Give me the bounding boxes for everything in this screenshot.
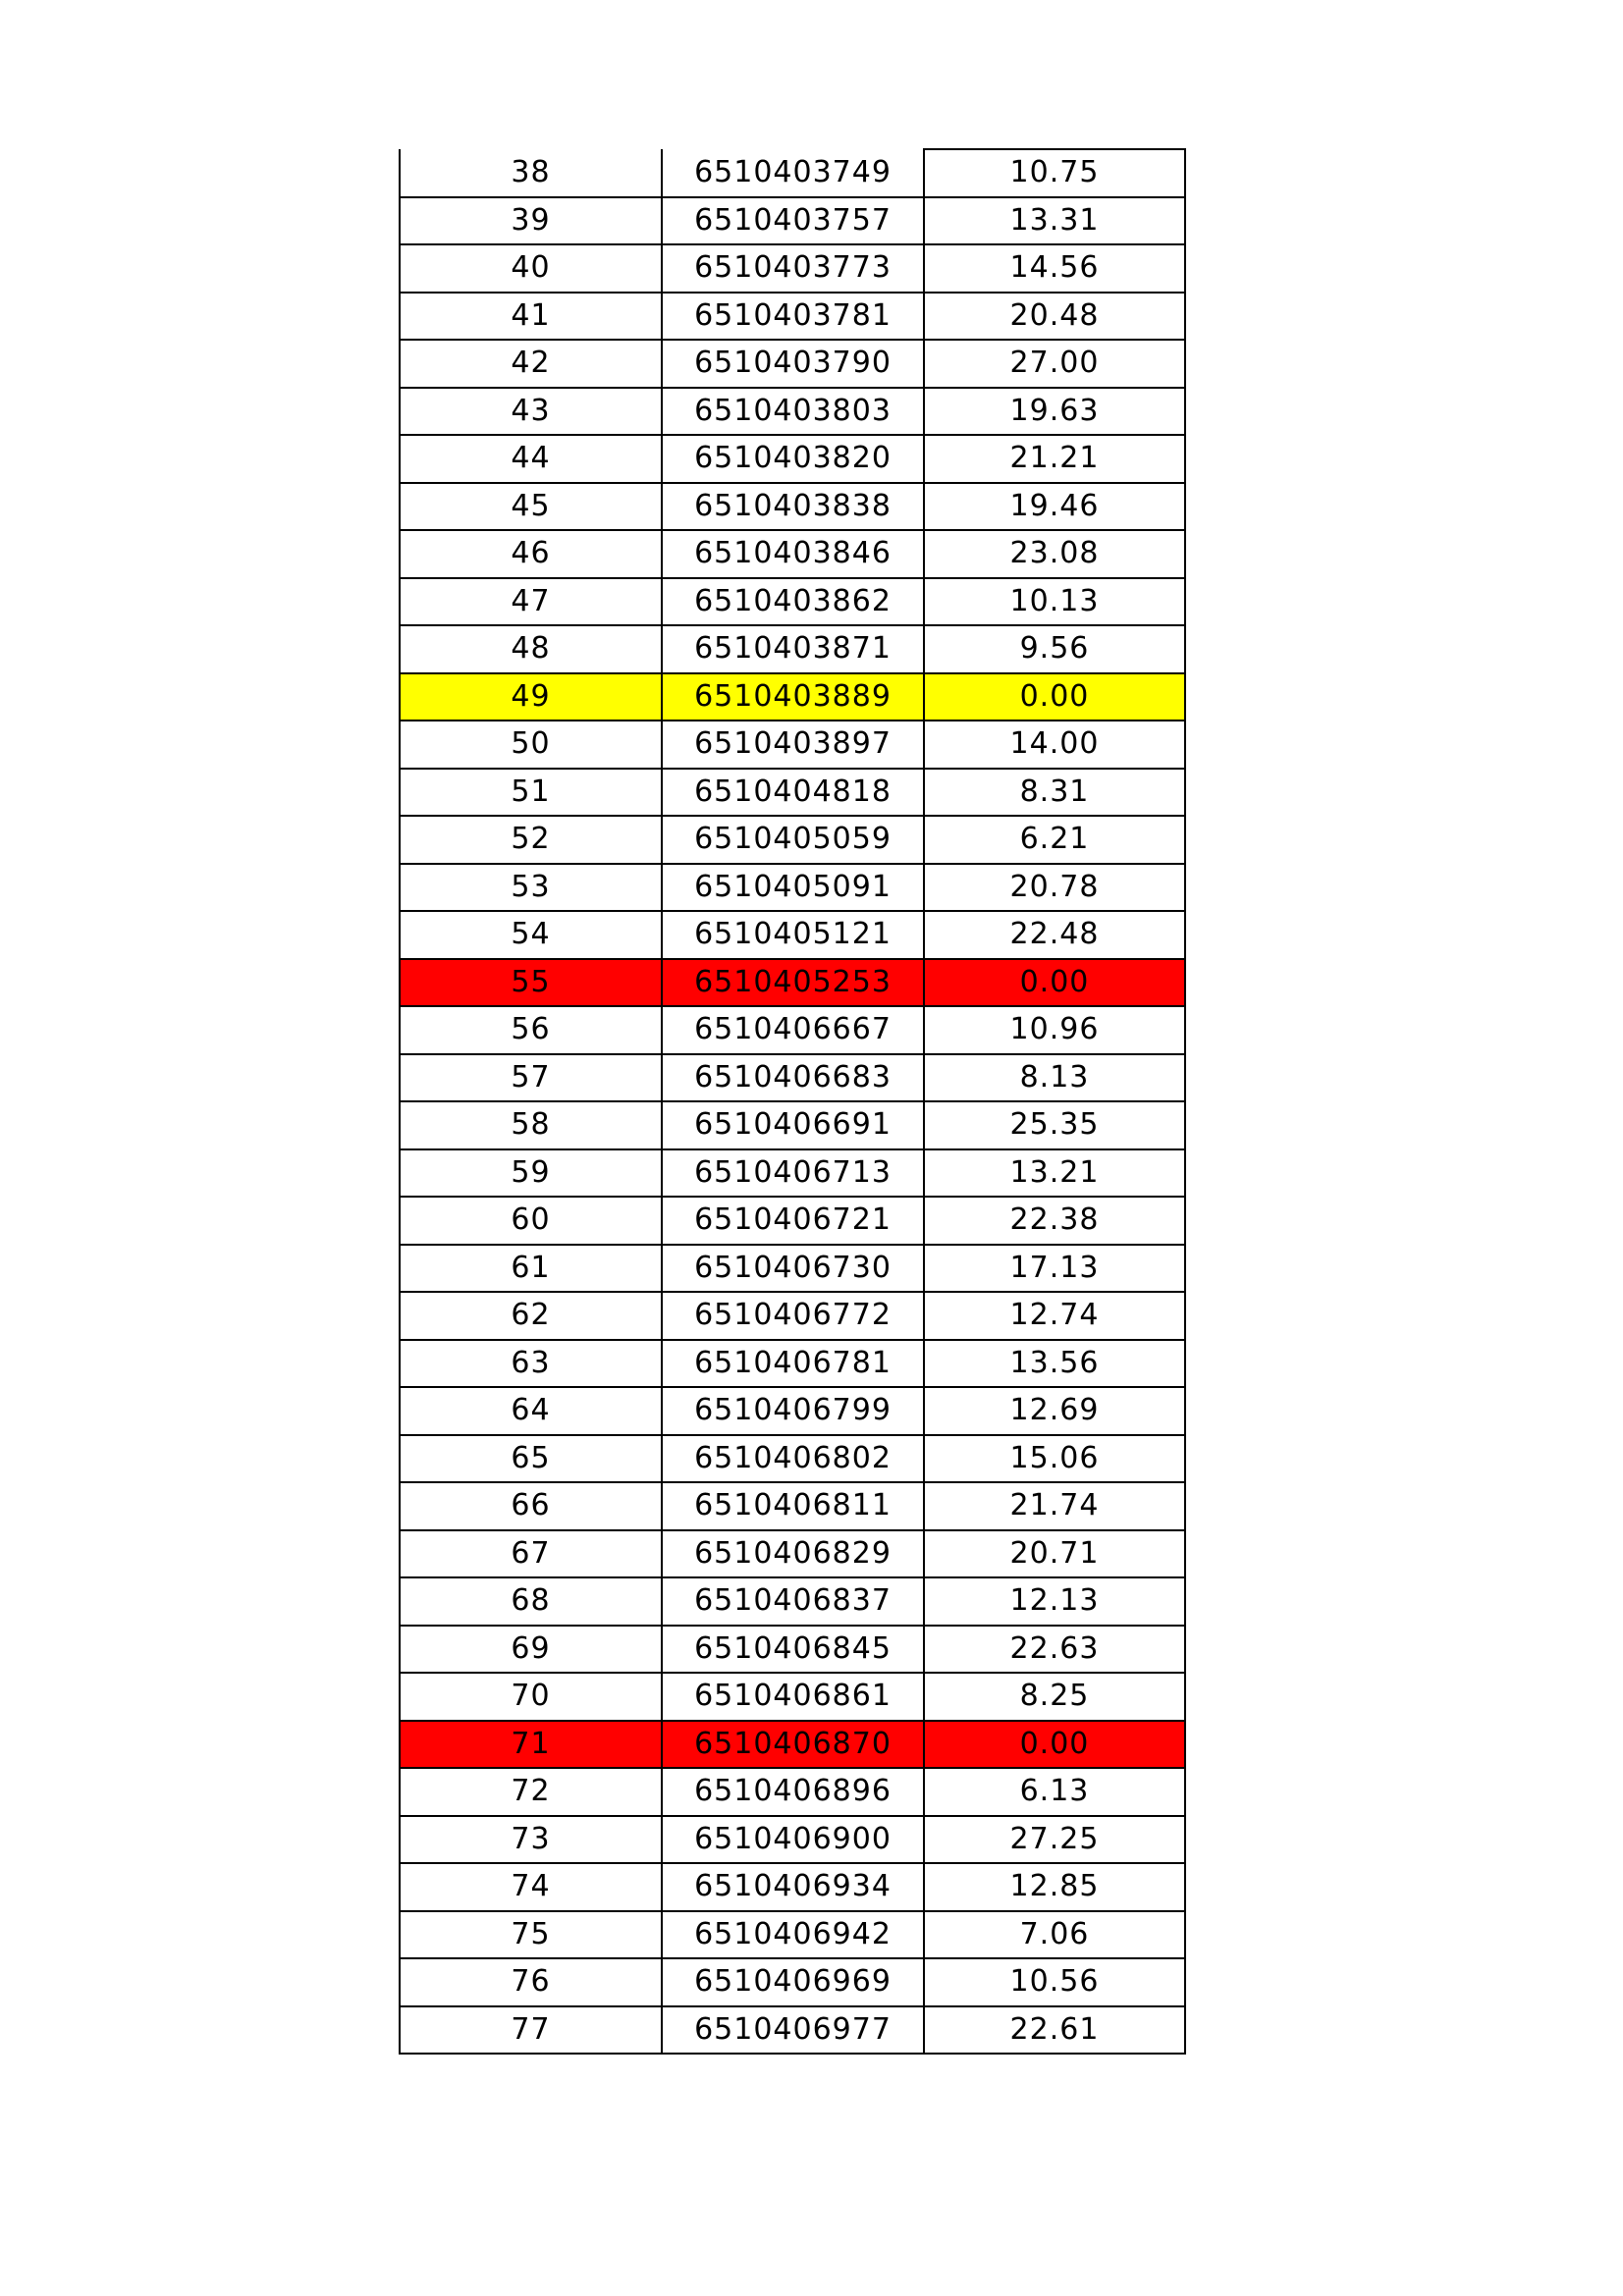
account-id-cell: 6510406713 <box>662 1149 924 1198</box>
row-number-cell: 38 <box>400 149 662 197</box>
value-cell: 0.00 <box>924 673 1185 721</box>
value-cell: 7.06 <box>924 1911 1185 1959</box>
row-number-cell: 46 <box>400 530 662 578</box>
account-id-cell: 6510405121 <box>662 911 924 959</box>
table-row <box>400 816 1185 864</box>
row-number-cell: 68 <box>400 1577 662 1626</box>
value-cell: 13.21 <box>924 1149 1185 1198</box>
value-cell: 19.46 <box>924 483 1185 531</box>
row-number-cell: 42 <box>400 340 662 388</box>
table-row <box>400 149 1185 197</box>
row-number-cell: 55 <box>400 959 662 1007</box>
row-number-cell: 50 <box>400 721 662 769</box>
row-number-cell: 52 <box>400 816 662 864</box>
value-cell: 10.75 <box>924 149 1185 197</box>
value-cell: 8.25 <box>924 1673 1185 1721</box>
account-id-cell: 6510406942 <box>662 1911 924 1959</box>
row-number-cell: 64 <box>400 1387 662 1435</box>
row-number-cell: 63 <box>400 1340 662 1388</box>
row-number-cell: 59 <box>400 1149 662 1198</box>
account-id-cell: 6510406667 <box>662 1006 924 1054</box>
account-id-cell: 6510403846 <box>662 530 924 578</box>
row-number-cell: 67 <box>400 1530 662 1578</box>
table-row <box>400 959 1185 1007</box>
value-cell: 12.13 <box>924 1577 1185 1626</box>
account-id-cell: 6510406802 <box>662 1435 924 1483</box>
table-row <box>400 578 1185 626</box>
value-cell: 19.63 <box>924 388 1185 436</box>
value-cell: 22.61 <box>924 2006 1185 2055</box>
value-cell: 27.00 <box>924 340 1185 388</box>
table-row <box>400 483 1185 531</box>
account-id-cell: 6510406730 <box>662 1245 924 1293</box>
value-cell: 22.63 <box>924 1626 1185 1674</box>
table-row <box>400 197 1185 245</box>
row-number-cell: 51 <box>400 769 662 817</box>
account-id-cell: 6510406799 <box>662 1387 924 1435</box>
account-id-cell: 6510403897 <box>662 721 924 769</box>
table-row <box>400 1435 1185 1483</box>
value-cell: 12.74 <box>924 1292 1185 1340</box>
row-number-cell: 58 <box>400 1101 662 1149</box>
row-number-cell: 61 <box>400 1245 662 1293</box>
table-row <box>400 1387 1185 1435</box>
value-cell: 15.06 <box>924 1435 1185 1483</box>
account-id-cell: 6510403862 <box>662 578 924 626</box>
row-number-cell: 60 <box>400 1197 662 1245</box>
row-number-cell: 62 <box>400 1292 662 1340</box>
table-row <box>400 1482 1185 1530</box>
table-row <box>400 1054 1185 1102</box>
value-cell: 13.31 <box>924 197 1185 245</box>
value-cell: 17.13 <box>924 1245 1185 1293</box>
account-id-cell: 6510403790 <box>662 340 924 388</box>
account-id-cell: 6510406861 <box>662 1673 924 1721</box>
account-id-cell: 6510403838 <box>662 483 924 531</box>
table-row <box>400 1911 1185 1959</box>
table-row <box>400 1577 1185 1626</box>
table-row <box>400 1863 1185 1911</box>
account-id-cell: 6510406969 <box>662 1958 924 2006</box>
account-id-cell: 6510403889 <box>662 673 924 721</box>
table-row <box>400 1149 1185 1198</box>
value-cell: 22.48 <box>924 911 1185 959</box>
row-number-cell: 73 <box>400 1816 662 1864</box>
account-id-cell: 6510403757 <box>662 197 924 245</box>
row-number-cell: 47 <box>400 578 662 626</box>
table-row <box>400 625 1185 673</box>
table-row <box>400 673 1185 721</box>
row-number-cell: 49 <box>400 673 662 721</box>
table-row <box>400 1530 1185 1578</box>
value-cell: 10.56 <box>924 1958 1185 2006</box>
account-id-cell: 6510406870 <box>662 1721 924 1769</box>
account-id-cell: 6510403803 <box>662 388 924 436</box>
value-cell: 20.71 <box>924 1530 1185 1578</box>
data-table <box>399 148 1186 2055</box>
value-cell: 6.13 <box>924 1768 1185 1816</box>
account-id-cell: 6510406829 <box>662 1530 924 1578</box>
row-number-cell: 53 <box>400 864 662 912</box>
account-id-cell: 6510403871 <box>662 625 924 673</box>
table-row <box>400 1340 1185 1388</box>
table-row <box>400 1768 1185 1816</box>
table-row <box>400 721 1185 769</box>
account-id-cell: 6510406811 <box>662 1482 924 1530</box>
value-cell: 0.00 <box>924 959 1185 1007</box>
value-cell: 22.38 <box>924 1197 1185 1245</box>
table-row <box>400 1721 1185 1769</box>
value-cell: 27.25 <box>924 1816 1185 1864</box>
account-id-cell: 6510405091 <box>662 864 924 912</box>
table-row <box>400 340 1185 388</box>
row-number-cell: 44 <box>400 435 662 483</box>
row-number-cell: 74 <box>400 1863 662 1911</box>
row-number-cell: 41 <box>400 293 662 341</box>
row-number-cell: 40 <box>400 244 662 293</box>
table-row <box>400 244 1185 293</box>
account-id-cell: 6510405253 <box>662 959 924 1007</box>
table-row <box>400 435 1185 483</box>
account-id-cell: 6510406845 <box>662 1626 924 1674</box>
account-id-cell: 6510403820 <box>662 435 924 483</box>
value-cell: 9.56 <box>924 625 1185 673</box>
account-id-cell: 6510404818 <box>662 769 924 817</box>
account-id-cell: 6510403749 <box>662 149 924 197</box>
row-number-cell: 77 <box>400 2006 662 2055</box>
value-cell: 23.08 <box>924 530 1185 578</box>
table-row <box>400 1245 1185 1293</box>
table-row <box>400 1292 1185 1340</box>
row-number-cell: 43 <box>400 388 662 436</box>
table-body <box>400 149 1185 2054</box>
table-row <box>400 1816 1185 1864</box>
account-id-cell: 6510406781 <box>662 1340 924 1388</box>
table-row <box>400 864 1185 912</box>
table-row <box>400 1958 1185 2006</box>
value-cell: 21.74 <box>924 1482 1185 1530</box>
account-id-cell: 6510406691 <box>662 1101 924 1149</box>
account-id-cell: 6510406896 <box>662 1768 924 1816</box>
account-id-cell: 6510406837 <box>662 1577 924 1626</box>
table-row <box>400 1673 1185 1721</box>
table-row <box>400 1197 1185 1245</box>
table-row <box>400 1626 1185 1674</box>
account-id-cell: 6510406772 <box>662 1292 924 1340</box>
row-number-cell: 54 <box>400 911 662 959</box>
row-number-cell: 48 <box>400 625 662 673</box>
value-cell: 8.13 <box>924 1054 1185 1102</box>
value-cell: 10.13 <box>924 578 1185 626</box>
value-cell: 20.78 <box>924 864 1185 912</box>
table-row <box>400 2006 1185 2055</box>
row-number-cell: 76 <box>400 1958 662 2006</box>
value-cell: 13.56 <box>924 1340 1185 1388</box>
row-number-cell: 72 <box>400 1768 662 1816</box>
row-number-cell: 71 <box>400 1721 662 1769</box>
table-row <box>400 769 1185 817</box>
account-id-cell: 6510403773 <box>662 244 924 293</box>
value-cell: 20.48 <box>924 293 1185 341</box>
account-id-cell: 6510406900 <box>662 1816 924 1864</box>
value-cell: 12.85 <box>924 1863 1185 1911</box>
table-row <box>400 388 1185 436</box>
value-cell: 6.21 <box>924 816 1185 864</box>
row-number-cell: 65 <box>400 1435 662 1483</box>
value-cell: 12.69 <box>924 1387 1185 1435</box>
table-row <box>400 293 1185 341</box>
row-number-cell: 66 <box>400 1482 662 1530</box>
account-id-cell: 6510406934 <box>662 1863 924 1911</box>
value-cell: 14.00 <box>924 721 1185 769</box>
row-number-cell: 70 <box>400 1673 662 1721</box>
row-number-cell: 75 <box>400 1911 662 1959</box>
value-cell: 8.31 <box>924 769 1185 817</box>
value-cell: 0.00 <box>924 1721 1185 1769</box>
row-number-cell: 57 <box>400 1054 662 1102</box>
table-row <box>400 1101 1185 1149</box>
account-id-cell: 6510405059 <box>662 816 924 864</box>
row-number-cell: 45 <box>400 483 662 531</box>
row-number-cell: 39 <box>400 197 662 245</box>
value-cell: 25.35 <box>924 1101 1185 1149</box>
account-id-cell: 6510406721 <box>662 1197 924 1245</box>
row-number-cell: 69 <box>400 1626 662 1674</box>
value-cell: 14.56 <box>924 244 1185 293</box>
value-cell: 10.96 <box>924 1006 1185 1054</box>
row-number-cell: 56 <box>400 1006 662 1054</box>
table-row <box>400 1006 1185 1054</box>
account-id-cell: 6510406683 <box>662 1054 924 1102</box>
table-row <box>400 530 1185 578</box>
account-id-cell: 6510403781 <box>662 293 924 341</box>
table-row <box>400 911 1185 959</box>
account-id-cell: 6510406977 <box>662 2006 924 2055</box>
value-cell: 21.21 <box>924 435 1185 483</box>
